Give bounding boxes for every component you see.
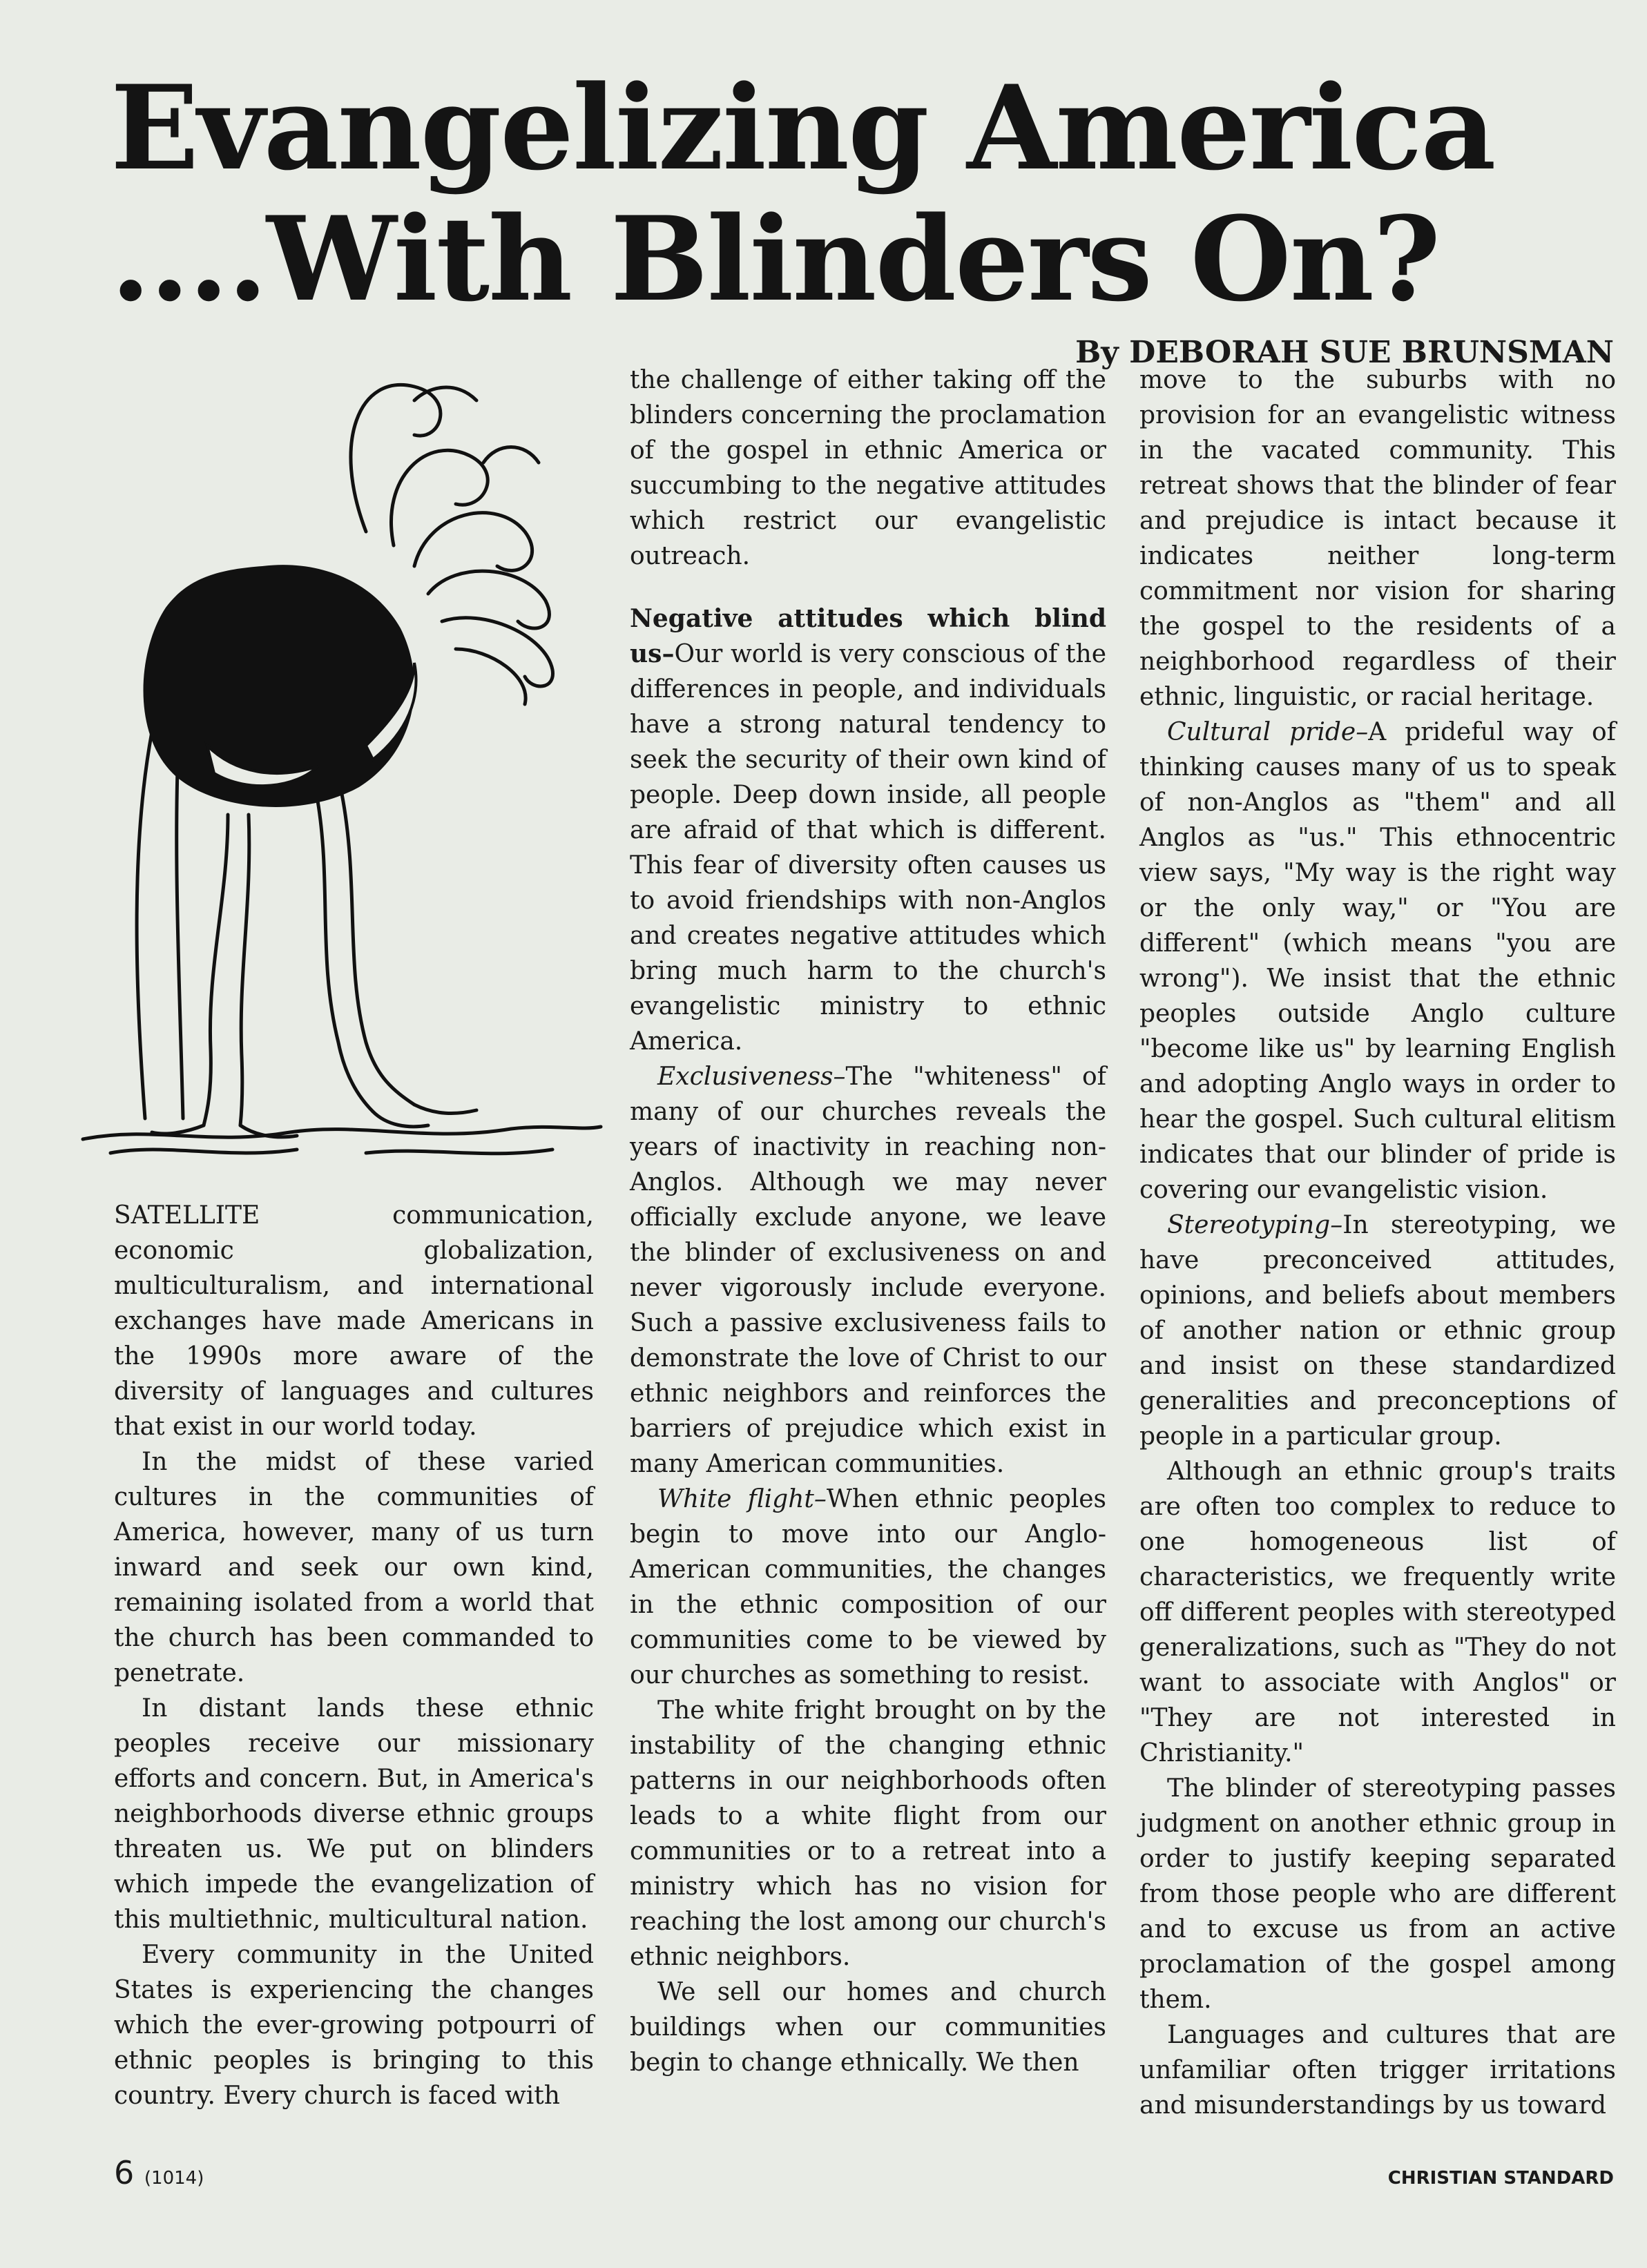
paragraph-text: In stereotyping, we have preconceived attitudes, opinions, and beliefs about members of another nation or ethnic group and insist on these standardized generalities and preconceptions of people in a particular group. bbox=[1139, 1211, 1616, 1451]
paragraph: In distant lands these ethnic peoples receive our missionary efforts and concern. But, in America's neighborhoods diverse ethnic groups threaten us. We put on blinders which impede the evangelization of this multiethnic, multicultural nation. bbox=[114, 1694, 594, 1934]
paragraph: We sell our homes and church buildings when our communities begin to change ethnically. We then bbox=[630, 1978, 1106, 2077]
paragraph: the challenge of either taking off the blinders concerning the proclamation of the gospel in ethnic America or succumbing to the negative attitudes which restrict our evangelistic outreach. bbox=[630, 366, 1106, 570]
subhead: Negative attitudes which blind us– bbox=[630, 604, 1106, 668]
lead-in: Exclusiveness– bbox=[657, 1063, 846, 1091]
paragraph bbox=[1139, 1208, 1616, 1454]
lead-in: Cultural pride– bbox=[1167, 718, 1369, 746]
paragraph: Languages and cultures that are unfamiliar often trigger irritations and misunderstandings by us toward bbox=[1139, 2021, 1616, 2120]
paragraph-text: When ethnic peoples begin to move into our Anglo-American communities, the changes in the ethnic composition of our communities come to be viewed by our churches as something to resist. bbox=[630, 1485, 1106, 1689]
page-number-alt: (1014) bbox=[144, 2168, 204, 2189]
page-number-main: 6 bbox=[114, 2154, 135, 2191]
paragraph: The white fright brought on by the instability of the changing ethnic patterns in our neighborhoods often leads to a white flight from our communities or to a retreat into a ministry which has no vision for reaching the lost among our church's ethnic neighbors. bbox=[630, 1696, 1106, 1971]
paragraph: move to the suburbs with no provision for an evangelistic witness in the vacated community. This retreat shows that the blinder of fear and prejudice is intact because it indicates neither long-term commitment nor vision for sharing the gospel to the residents of a neighborhood regardless of their ethnic, linguistic, or racial heritage. bbox=[1139, 366, 1616, 711]
paragraph: Although an ethnic group's traits are often too complex to reduce to one homogeneous list of characteristics, we frequently write off different peoples with stereotyped generalizations, such as "They do not want to associate with Anglos" or "They are not interested in Christianity." bbox=[1139, 1457, 1616, 1767]
paragraph-text: Our world is very conscious of the differences in people, and individuals have a strong natural tendency to seek the security of their own kind of people. Deep down inside, all people are afraid of that which is different. This fear of diversity often causes us to avoid friendships with non-Anglos and creates negative attitudes which bring much harm to the church's evangelistic ministry to ethnic America. bbox=[630, 640, 1106, 1056]
byline: By DEBORAH SUE BRUNSMAN bbox=[1075, 335, 1614, 370]
ostrich-illustration bbox=[69, 359, 608, 1167]
paragraph: In the midst of these varied cultures in the communities of America, however, many of us turn inward and seek our own kind, remaining isolated from a world that the church has been commanded to penetrate. bbox=[114, 1448, 594, 1687]
paragraph bbox=[630, 1059, 1106, 1482]
paragraph: Every community in the United States is experiencing the changes which the ever-growing potpourri of ethnic peoples is bringing to this country. Every church is faced with bbox=[114, 1941, 594, 2110]
magazine-name: CHRISTIAN STANDARD bbox=[1387, 2168, 1614, 2189]
column-3 bbox=[1139, 362, 1616, 2123]
subhead-paragraph bbox=[630, 601, 1106, 1059]
paragraph bbox=[1139, 715, 1616, 1208]
paragraph: The blinder of stereotyping passes judgment on another ethnic group in order to justify keeping separated from those people who are different and to excuse us from an active proclamation of the gospel among them. bbox=[1139, 1774, 1616, 2014]
paragraph-text: The "whiteness" of many of our churches reveals the years of inactivity in reaching non-Anglos. Although we may never officially exclude anyone, we leave the blinder of exclusiveness on and never vigorously include everyone. Such a passive exclusiveness fails to demonstrate the love of Christ to our ethnic neighbors and reinforces the barriers of prejudice which exist in many American communities. bbox=[630, 1063, 1106, 1478]
column-1 bbox=[114, 1198, 594, 2113]
lead-in: Stereotyping– bbox=[1167, 1211, 1343, 1239]
paragraph-text: A prideful way of thinking causes many of us to speak of non-Anglos as "them" and all Anglos as "us." This ethnocentric view says, "My way is the right way or the only way," or "You are different" (which means "you are wrong"). We insist that the ethnic peoples outside Anglo culture "become like us" by learning English and adopting Anglo ways in order to hear the gospel. Such cultural elitism indicates that our blinder of pride is covering our evangelistic vision. bbox=[1139, 718, 1616, 1204]
column-2 bbox=[630, 362, 1106, 2080]
page-number bbox=[114, 2154, 204, 2191]
title-line-1: Evangelizing America bbox=[110, 59, 1495, 196]
lead-in: White flight– bbox=[657, 1485, 827, 1513]
paragraph: SATELLITE communication, economic globalization, multiculturalism, and international exchanges have made Americans in the 1990s more aware of the diversity of languages and cultures that exist in our world today. bbox=[114, 1201, 594, 1441]
title-line-2: ....With Blinders On? bbox=[110, 191, 1440, 327]
paragraph bbox=[630, 1482, 1106, 1693]
